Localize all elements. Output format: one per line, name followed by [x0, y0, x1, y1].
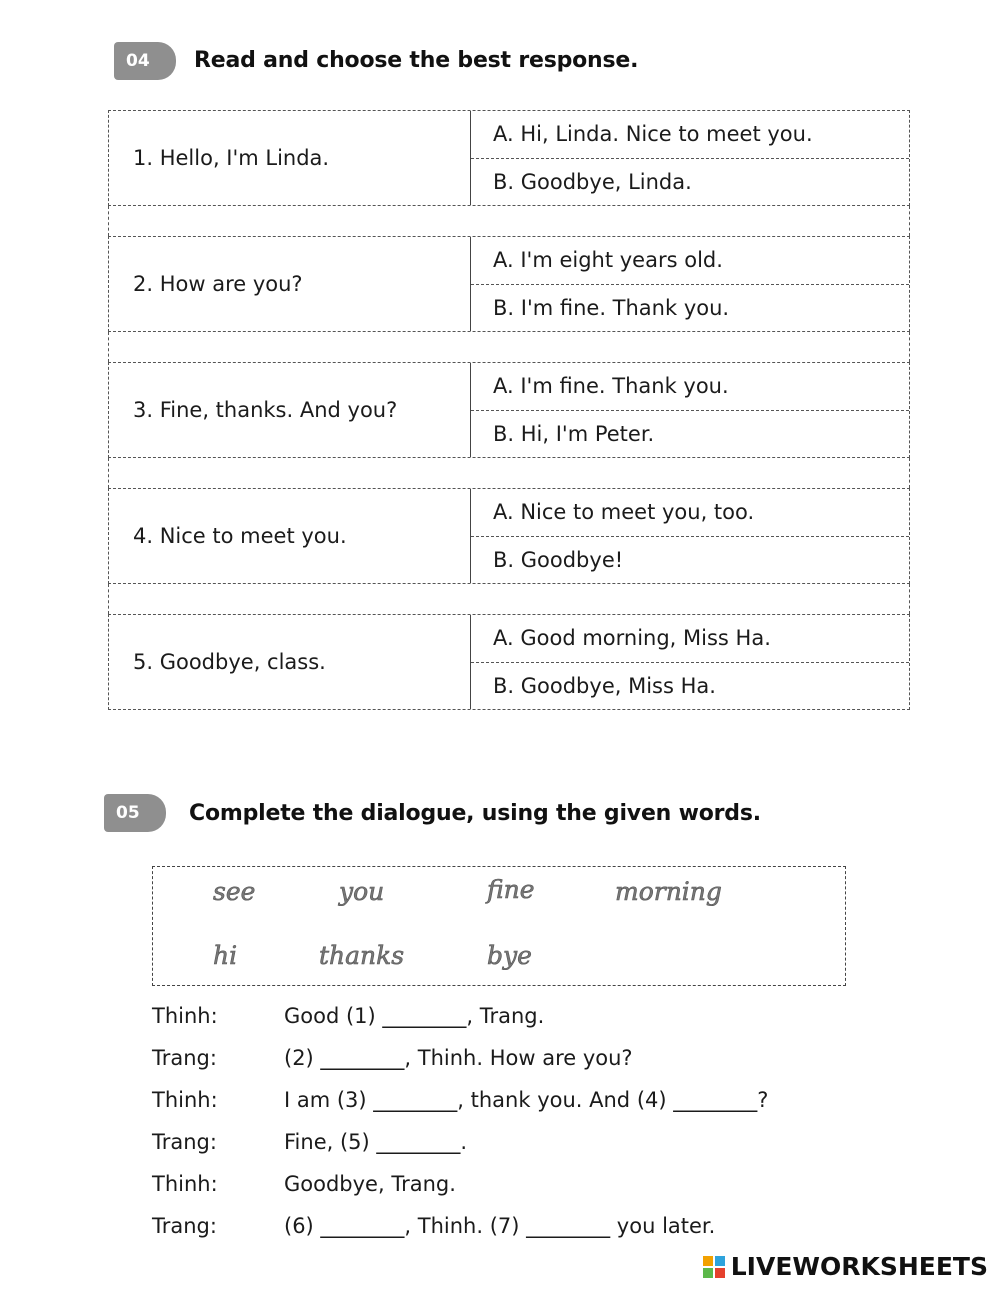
section-badge-05: 05	[104, 794, 166, 832]
section-badge-04: 04	[114, 42, 176, 80]
brand-text: LIVEWORKSHEETS	[730, 1252, 988, 1281]
logo-tile	[703, 1256, 713, 1266]
option-a[interactable]: A. I'm eight years old.	[493, 248, 723, 273]
word-bank-item: bye	[487, 941, 532, 970]
options-group	[471, 489, 909, 583]
word-bank-item: morning	[615, 877, 722, 906]
response-table	[108, 110, 910, 710]
word-bank-item: see	[213, 877, 256, 906]
word-bank	[152, 866, 846, 986]
options-group	[471, 111, 909, 205]
speaker-name: Trang:	[152, 1046, 217, 1070]
options-group	[471, 237, 909, 331]
option-b[interactable]: B. Goodbye!	[471, 536, 909, 584]
speaker-name: Trang:	[152, 1130, 217, 1154]
question-text: 3. Fine, thanks. And you?	[109, 363, 471, 457]
row-spacer	[108, 584, 910, 614]
logo-tile	[715, 1268, 725, 1278]
speaker-name: Thinh:	[152, 1172, 218, 1196]
row-spacer	[108, 332, 910, 362]
speaker-name: Thinh:	[152, 1088, 218, 1112]
dialogue-text[interactable]: (2) ________, Thinh. How are you?	[284, 1046, 633, 1070]
options-group	[471, 363, 909, 457]
word-bank-item: thanks	[319, 941, 405, 970]
liveworksheets-icon	[703, 1256, 725, 1278]
section-heading-04: Read and choose the best response.	[194, 48, 639, 73]
word-bank-item: you	[339, 877, 385, 906]
word-bank-item: fine	[487, 875, 535, 904]
question-row-3	[108, 362, 910, 458]
speaker-name: Trang:	[152, 1214, 217, 1238]
dialogue-text[interactable]: (6) ________, Thinh. (7) ________ you later.	[284, 1214, 716, 1238]
question-text: 1. Hello, I'm Linda.	[109, 111, 471, 205]
row-spacer	[108, 458, 910, 488]
question-text: 5. Goodbye, class.	[109, 615, 471, 709]
dialogue-text[interactable]: I am (3) ________, thank you. And (4) ________?	[284, 1088, 769, 1112]
option-a[interactable]: A. Good morning, Miss Ha.	[493, 626, 771, 651]
question-row-5	[108, 614, 910, 710]
liveworksheets-logo	[703, 1252, 988, 1281]
options-group	[471, 615, 909, 709]
option-a[interactable]: A. Hi, Linda. Nice to meet you.	[493, 122, 813, 147]
question-text: 4. Nice to meet you.	[109, 489, 471, 583]
row-spacer	[108, 206, 910, 236]
section-heading-05: Complete the dialogue, using the given words.	[189, 801, 761, 826]
question-row-2	[108, 236, 910, 332]
option-b[interactable]: B. I'm fine. Thank you.	[471, 284, 909, 332]
word-bank-item: hi	[213, 941, 238, 970]
speaker-name: Thinh:	[152, 1004, 218, 1028]
question-row-1	[108, 110, 910, 206]
option-b[interactable]: B. Hi, I'm Peter.	[471, 410, 909, 458]
dialogue-text[interactable]: Fine, (5) ________.	[284, 1130, 468, 1154]
dialogue-text[interactable]: Good (1) ________, Trang.	[284, 1004, 545, 1028]
question-text: 2. How are you?	[109, 237, 471, 331]
dialogue-text: Goodbye, Trang.	[284, 1172, 456, 1196]
option-b[interactable]: B. Goodbye, Miss Ha.	[471, 662, 909, 710]
option-a[interactable]: A. Nice to meet you, too.	[493, 500, 755, 525]
logo-tile	[703, 1268, 713, 1278]
question-row-4	[108, 488, 910, 584]
logo-tile	[715, 1256, 725, 1266]
option-b[interactable]: B. Goodbye, Linda.	[471, 158, 909, 206]
option-a[interactable]: A. I'm fine. Thank you.	[493, 374, 729, 399]
